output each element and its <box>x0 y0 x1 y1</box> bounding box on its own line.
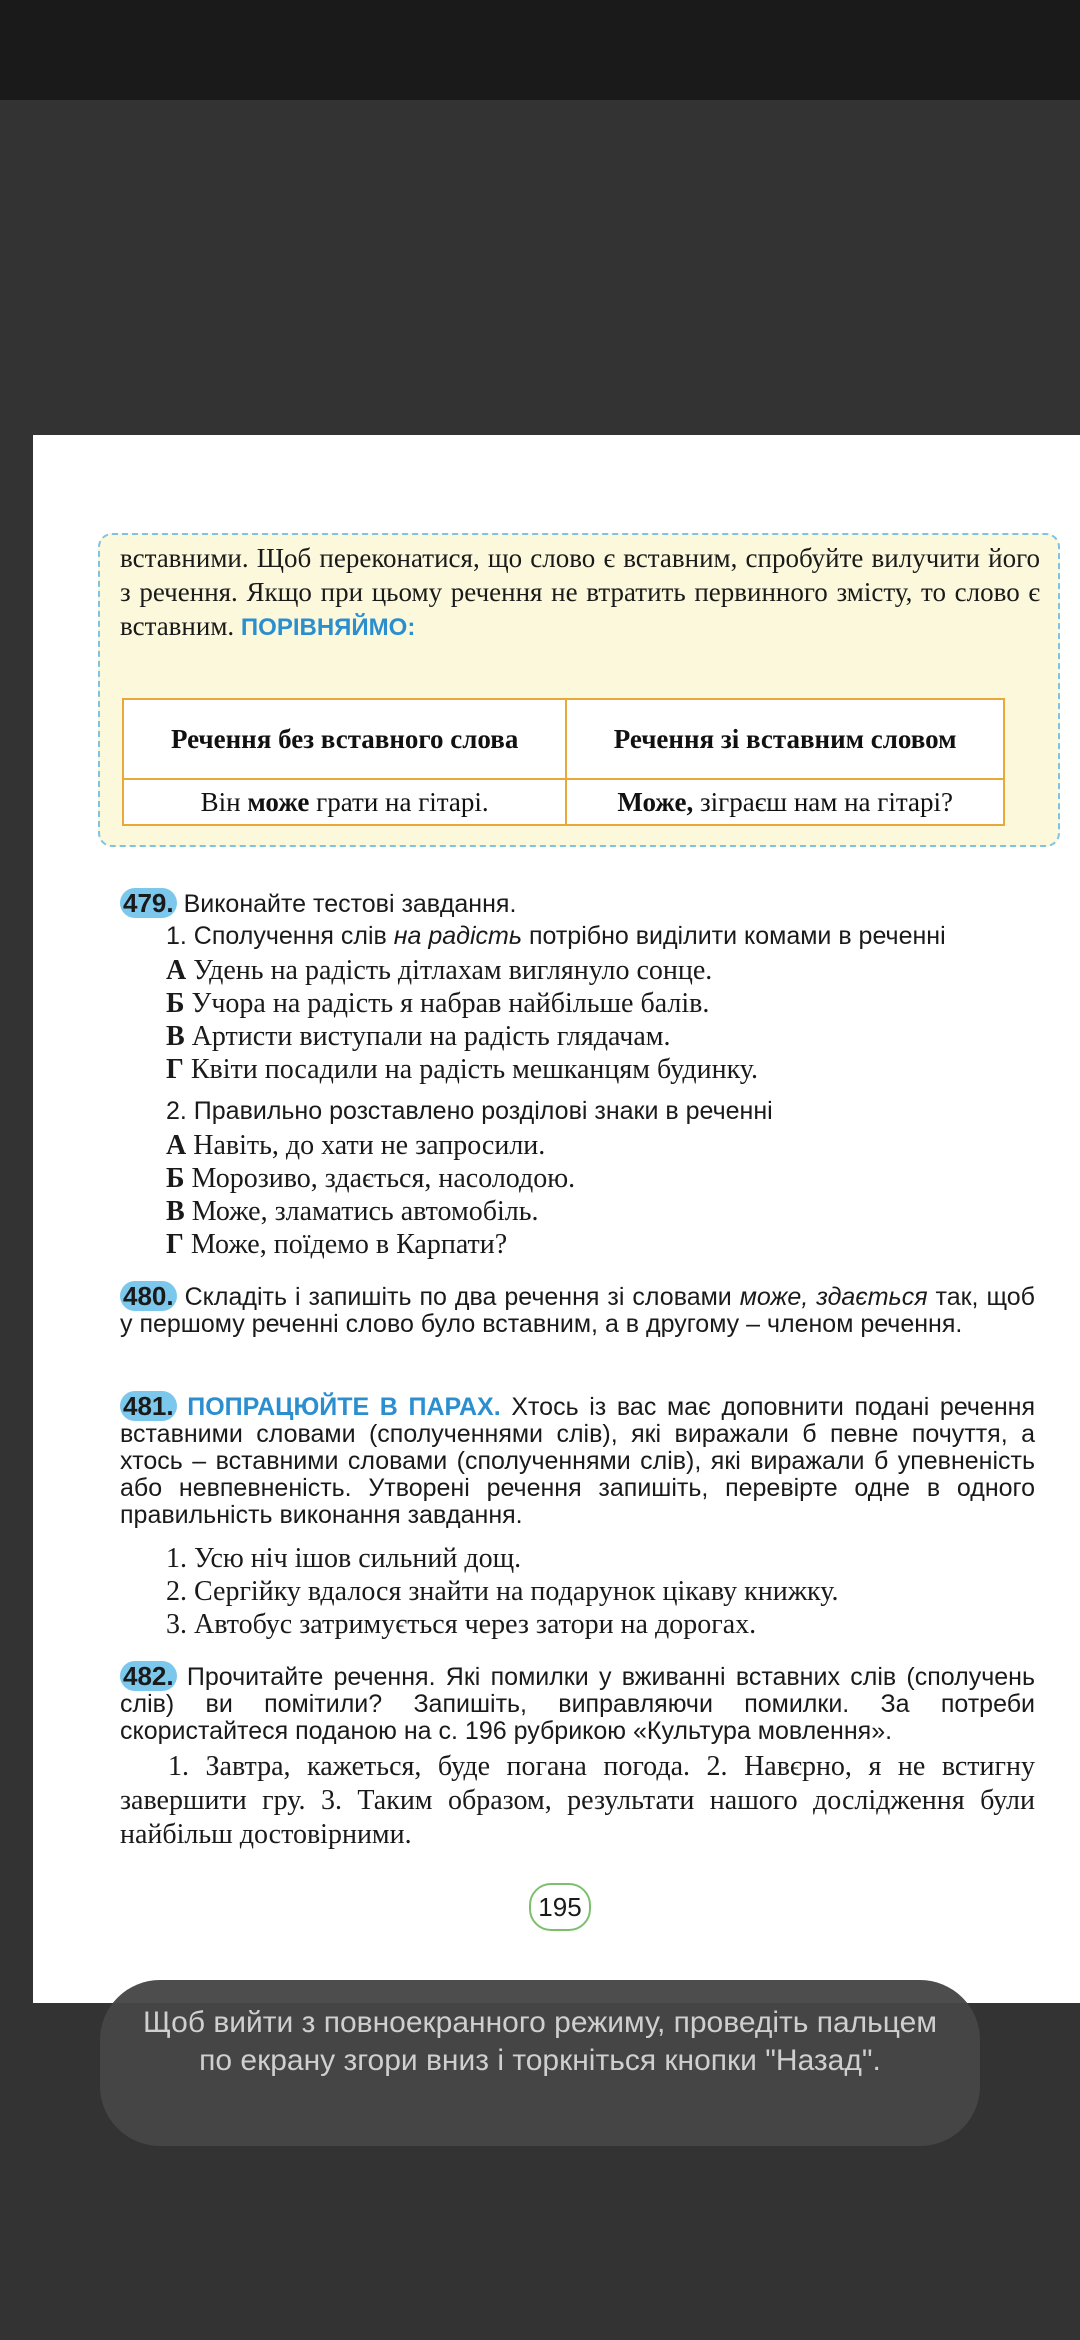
rule-text <box>120 541 1040 645</box>
ex479-q2-option: Б Морозиво, здається, насолодою. <box>166 1163 576 1194</box>
compare-label: ПОРІВНЯЙМО: <box>240 614 416 641</box>
ex479-task: Виконайте тестові завдання. <box>183 890 517 918</box>
comparison-table <box>122 698 1005 826</box>
table-header-right: Речення зі вставним словом <box>566 699 1004 779</box>
ex481-item: 2. Сергійку вдалося знайти на подарунок цікаву книжку. <box>166 1576 839 1607</box>
ex482-sentences: 1. Завтра, кажеться, буде погана погода. 2. Навєрно, я не встигну завершити гру. 3. Таким образом, результати нашого дослідження були найбільш достовірними. <box>120 1751 1035 1850</box>
ex481-item: 3. Автобус затримується через затори на дорогах. <box>166 1609 757 1640</box>
table-cell-left: Він може грати на гітарі. <box>123 779 566 825</box>
table-cell-right: Може, зіграєш нам на гітарі? <box>566 779 1004 825</box>
table-header-left: Речення без вставного слова <box>123 699 566 779</box>
ex479-q1-option: А Удень на радість дітлахам виглянуло сонце. <box>166 955 713 986</box>
ex479-q1: 1. Сполучення слів на радість потрібно виділити комами в реченні <box>166 922 946 950</box>
textbook-page <box>33 435 1080 2003</box>
ex482-number: 482. <box>120 1661 177 1691</box>
ex480: 480. Складіть і запишіть по два речення зі словами може, здається так, щоб у першому реченні слово було вставним, а в другому – членом речення. <box>120 1281 1035 1338</box>
page-number: 195 <box>529 1883 591 1931</box>
ex479-q2-option: В Може, зламатись автомобіль. <box>166 1196 539 1227</box>
ex479-q1-option: Г Квіти посадили на радість мешканцям будинку. <box>166 1054 759 1085</box>
ex479-q2-option: Г Може, поїдемо в Карпати? <box>166 1229 508 1260</box>
ex479-number: 479. <box>120 888 177 918</box>
ex481-heading: ПОПРАЦЮЙТЕ В ПАРАХ. <box>187 1393 501 1421</box>
ex481: 481. ПОПРАЦЮЙТЕ В ПАРАХ. Хтось із вас має доповнити подані речення вставними словами (сполученнями слів), які виражали б певне почуття, а хтось – вставними словами (сполученнями слів), які виражали б упевненість або невпевненість. Утворені речення запишіть, перевірте одне в одного правильність виконання завдання. <box>120 1391 1035 1529</box>
ex479-q2-option: А Навіть, до хати не запросили. <box>166 1130 546 1161</box>
ex481-item: 1. Усю ніч ішов сильний дощ. <box>166 1543 522 1574</box>
toast-message: Щоб вийти з повноекранного режиму, проведіть пальцем по екрану згори вниз і торкніться кнопки "Назад". <box>143 2006 937 2077</box>
ex479-q1-option: В Артисти виступали на радість глядачам. <box>166 1021 671 1052</box>
rule-paragraph: вставними. Щоб переконатися, що слово є вставним, спробуйте вилучити його з речення. Якщо при цьому речення не втратить первинного змісту, то слово є вставним. <box>120 543 1040 641</box>
ex480-number: 480. <box>120 1281 177 1311</box>
status-bar <box>0 0 1080 100</box>
rule-box <box>98 533 1060 847</box>
fullscreen-toast <box>100 1980 980 2146</box>
ex482: 482. Прочитайте речення. Які помилки у вживанні вставних слів (сполучень слів) ви помітили? Запишіть, виправляючи помилки. За потреби скористайтеся поданою на с. 196 рубрикою «Культура мовлення». <box>120 1661 1035 1745</box>
ex479-q1-option: Б Учора на радість я набрав найбільше балів. <box>166 988 710 1019</box>
ex479-heading <box>120 888 516 919</box>
ex479-q2: 2. Правильно розставлено розділові знаки в реченні <box>166 1097 773 1125</box>
ex481-number: 481. <box>120 1391 177 1421</box>
